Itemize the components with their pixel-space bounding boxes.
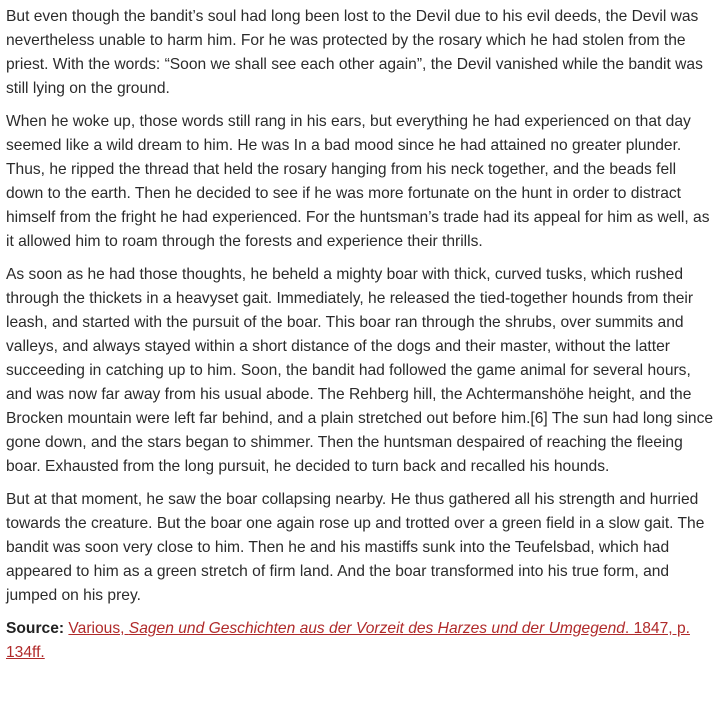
paragraph-4: But at that moment, he saw the boar collapsing nearby. He thus gathered all his strength and hurried towards the creature. But the boar one again rose up and trotted over a green field in a slow gait. The bandit was soon very close to him. Then he and his mastiffs sunk into the Teufelsbad, which had appeared to him as a green stretch of firm land. And the boar transformed into his true form, and jumped on his prey. [6,491,705,604]
source-details: . 1847, p. 134ff. [6,620,690,661]
paragraph-1: But even though the bandit’s soul had long been lost to the Devil due to his evil deeds, the Devil was nevertheless unable to harm him. For he was protected by the rosary which he had stolen from the priest. With the words: “Soon we shall see each other again”, the Devil vanished while the bandit was still lying on the ground. [6,8,703,97]
source-citation [6,617,717,665]
source-author: Various, [68,620,129,637]
source-title: Sagen und Geschichten aus der Vorzeit des Harzes und der Umgegend [128,620,625,637]
paragraph-2: When he woke up, those words still rang in his ears, but everything he had experienced on that day seemed like a wild dream to him. He was In a bad mood since he had attained no greater plunder. Thus, he ripped the thread that held the rosary hanging from his neck together, and the beads fell down to the earth. Then he decided to see if he was more fortunate on the hunt in order to distract himself from the fright he had experienced. For the huntsman’s trade had its appeal for him as well, as it allowed him to roam through the forests and experience their thrills. [6,113,710,250]
source-link[interactable] [6,620,690,661]
paragraph-3: As soon as he had those thoughts, he beheld a mighty boar with thick, curved tusks, which rushed through the thickets in a heavyset gait. Immediately, he released the tied-together hounds from their leash, and started with the pursuit of the boar. This boar ran through the shrubs, over summits and valleys, and always stayed within a short distance of the dogs and their master, without the latter succeeding in catching up to him. Soon, the bandit had followed the game animal for several hours, and was now far away from his usual abode. The Rehberg hill, the Achtermanshöhe height, and the Brocken mountain were left far behind, and a plain stretched out before him.[6] The sun had long since gone down, and the stars began to shimmer. Then the huntsman despaired of reaching the fleeing boar. Exhausted from the long pursuit, he decided to turn back and recalled his hounds. [6,266,714,475]
source-label: Source: [6,620,65,637]
